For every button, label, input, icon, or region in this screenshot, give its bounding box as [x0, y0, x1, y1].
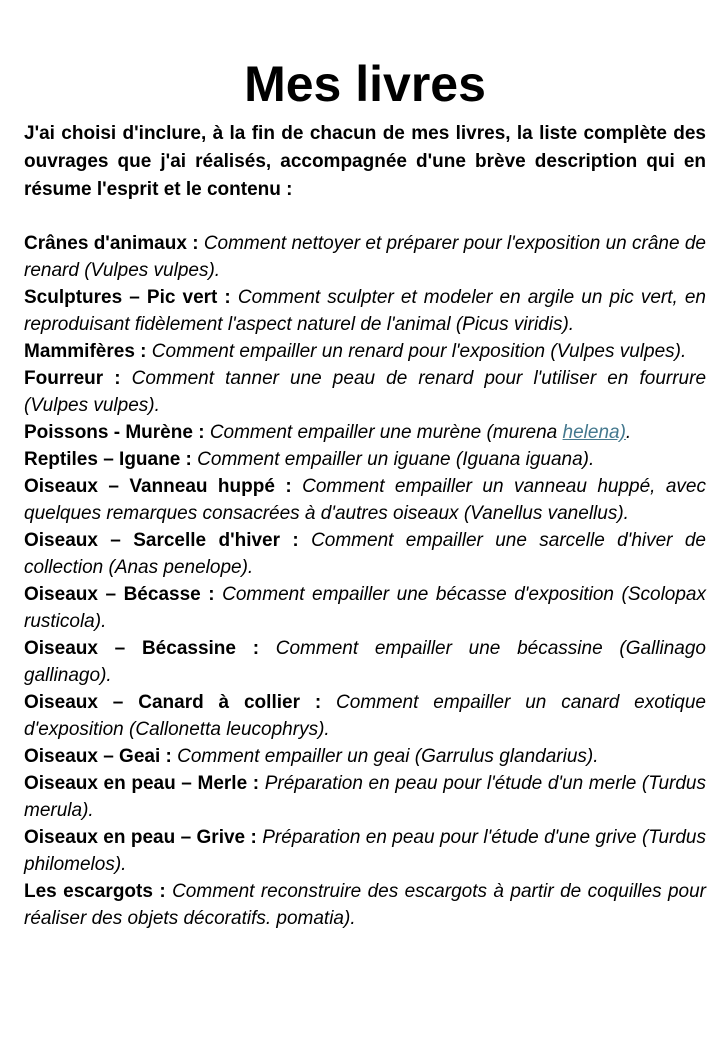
entry-label: Reptiles – Iguane :: [24, 449, 198, 470]
entry-label: Oiseaux en peau – Merle :: [24, 773, 265, 794]
entry-description: Comment nettoyer et préparer pour l'exposition un crâne de renard (Vulpes vulpes).: [24, 233, 706, 281]
book-entry: [24, 770, 706, 824]
entry-label: Oiseaux – Bécassine :: [24, 638, 276, 659]
book-entry: [24, 689, 706, 743]
entry-description: Comment sculpter et modeler en argile un pic vert, en reproduisant fidèlement l'aspect naturel de l'animal (Picus viridis).: [24, 287, 706, 335]
page-title: Mes livres: [244, 56, 486, 112]
entry-description: Préparation en peau pour l'étude d'un merle (Turdus merula).: [24, 773, 706, 821]
entry-description-after: .: [625, 422, 632, 443]
intro-paragraph: J'ai choisi d'inclure, à la fin de chacun de mes livres, la liste complète des ouvrages que j'ai réalisés, accompagnée d'une brève description qui en résume l'esprit et le contenu :: [24, 123, 706, 200]
book-entry: [24, 419, 706, 446]
book-entry: [24, 878, 706, 932]
book-entry: [24, 284, 706, 338]
entry-description: Comment empailler un vanneau huppé, avec quelques remarques consacrées à d'autres oiseaux (Vanellus vanellus).: [24, 476, 706, 524]
book-entry: [24, 743, 706, 770]
entry-label: Poissons - Murène :: [24, 422, 210, 443]
book-entries-list: [24, 230, 706, 932]
book-entry: [24, 365, 706, 419]
entry-description: Préparation en peau pour l'étude d'une grive (Turdus philomelos).: [24, 827, 706, 875]
book-entry: [24, 635, 706, 689]
book-entry: [24, 581, 706, 635]
entry-description: Comment empailler un geai (Garrulus glandarius).: [177, 746, 599, 767]
entry-description: Comment empailler une bécasse d'exposition (Scolopax rusticola).: [24, 584, 706, 632]
species-link[interactable]: helena): [562, 422, 626, 443]
book-entry: [24, 473, 706, 527]
entry-description: Comment reconstruire des escargots à partir de coquilles pour réaliser des objets décoratifs. pomatia).: [24, 881, 707, 929]
book-entry: [24, 230, 706, 284]
book-entry: [24, 446, 706, 473]
book-entry: [24, 824, 706, 878]
entry-description: Comment empailler une murène (murena: [209, 422, 563, 443]
book-entry: [24, 527, 706, 581]
entry-description: Comment empailler une sarcelle d'hiver de collection (Anas penelope).: [24, 530, 706, 578]
entry-label: Crânes d'animaux :: [24, 233, 204, 254]
entry-label: Fourreur :: [24, 368, 132, 389]
entry-label: Oiseaux – Bécasse :: [24, 584, 223, 605]
entry-description: Comment empailler une bécassine (Gallinago gallinago).: [24, 638, 706, 686]
entry-description: Comment empailler un iguane (Iguana iguana).: [197, 449, 595, 470]
entry-label: Sculptures – Pic vert :: [24, 287, 238, 308]
entry-description: Comment empailler un canard exotique d'exposition (Callonetta leucophrys).: [24, 692, 706, 740]
entry-label: Mammifères :: [24, 341, 152, 362]
entry-label: Oiseaux – Vanneau huppé :: [24, 476, 303, 497]
entry-description: Comment empailler un renard pour l'exposition (Vulpes vulpes).: [151, 341, 687, 362]
entry-label: Oiseaux en peau – Grive :: [24, 827, 263, 848]
entry-description: Comment tanner une peau de renard pour l'utiliser en fourrure (Vulpes vulpes).: [24, 368, 707, 416]
entry-label: Oiseaux – Geai :: [24, 746, 178, 767]
entry-label: Oiseaux – Sarcelle d'hiver :: [24, 530, 312, 551]
entry-label: Les escargots :: [24, 881, 173, 902]
book-entry: [24, 338, 706, 365]
entry-label: Oiseaux – Canard à collier :: [24, 692, 337, 713]
